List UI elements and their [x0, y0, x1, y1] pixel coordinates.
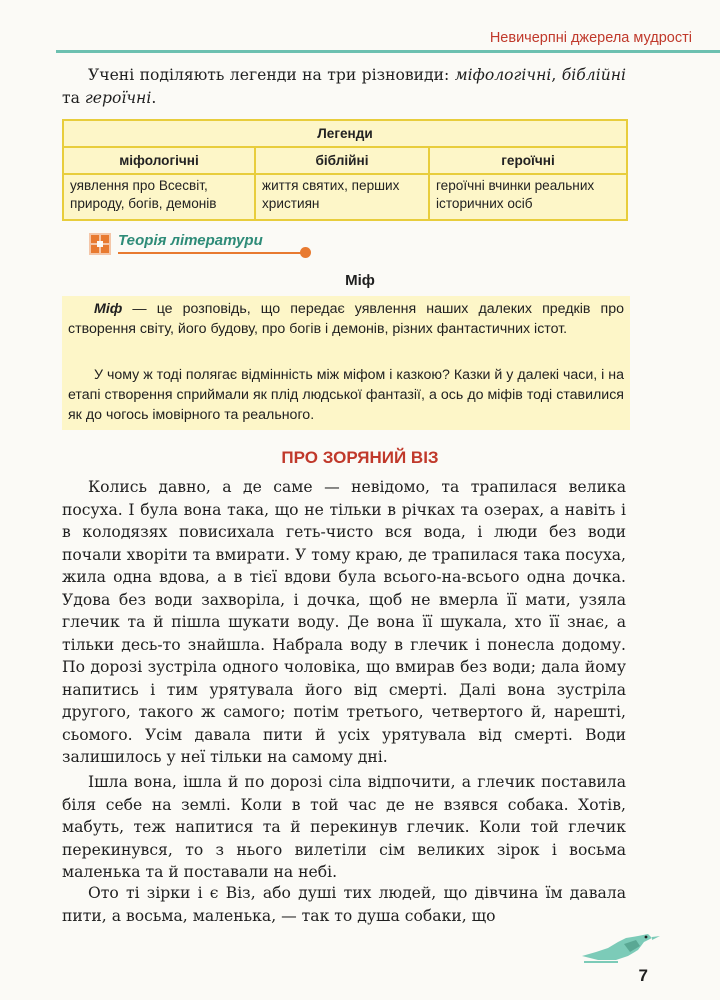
legend-cell-mythological: уявлення про Всесвіт, природу, богів, демонів [63, 174, 255, 220]
intro-paragraph [62, 64, 626, 109]
story-paragraph-1: Колись давно, а де саме — невідомо, та трапилася велика посуха. І була вона така, що не тільки в річках та озерах, а навіть і в колодязях повисихала геть-чисто вся вода, і люди без води почали хворіти та вмирати. У тому краю, де трапилася така посуха, жила одна вдова, а в тієї вдови була всього-на-всього одна дочка. Удова без води захворіла, і дочка, щоб не вмерла її мати, узяла глечик та й пішла шукати воду. Де вона її шукала, хто її знає, а тільки десь-то знайшла. Набрала воду в глечик і понесла додому. По дорозі зустріла одного чоловіка, що вмирав без води; дала йому напитись і тим урятувала його від смерті. Далі вона зустріла другого, такого ж самого; потім третього, четвертого й, нарешті, сьомого. Усім давала пити й усіх урятувала від смерті. Води залишилось у неї тільки на самому дні. [62, 478, 626, 766]
definition-paragraph [68, 300, 624, 340]
theory-label: Теорія літератури [118, 232, 263, 249]
legend-table-title: Легенди [63, 120, 627, 147]
intro-em-2: біблійні [561, 66, 626, 84]
definition-term: Міф [94, 301, 123, 317]
ornament-icon [88, 232, 112, 256]
story-paragraph-2: Ішла вона, ішла й по дорозі сіла відпочити, а глечик поставила біля себе на землі. Коли в той час де не взявся собака. Хотів, мабуть, теж напитися та й перекинув глечик. Коли той глечик перекинувся, то з нього вилетіли сім великих зірок і восьма маленька та й поставали на небі. [62, 773, 626, 881]
definition-text: — це розповідь, що передає уявлення наших далеких предків про створення світу, його будову, про богів і демонів, різних фантастичних істот. [68, 301, 624, 337]
intro-sep-1: , [551, 66, 562, 84]
story-paragraph-3: Ото ті зірки і є Віз, або душі тих людей, що дівчина їм давала пити, а восьма, маленька, — так то душа собаки, що [62, 884, 626, 925]
theory-heading [88, 230, 308, 260]
running-header: Невичерпні джерела мудрості [489, 30, 692, 46]
legend-col-heroic: героїчні [429, 147, 627, 174]
page-number: 7 [638, 966, 648, 985]
legend-col-mythological: міфологічні [63, 147, 255, 174]
intro-em-3: героїчні [84, 88, 152, 107]
intro-em-1: міфологічні [454, 66, 552, 84]
legend-cell-biblical: життя святих, перших християн [255, 174, 429, 220]
legend-cell-heroic: героїчні вчинки реальних історичних осіб [429, 174, 627, 220]
legend-col-biblical: біблійні [255, 147, 429, 174]
legend-table [62, 119, 628, 221]
theory-underline [118, 252, 308, 254]
story-title: ПРО ЗОРЯНИЙ ВІЗ [281, 448, 439, 467]
definition-paragraph-2: У чому ж тоді полягає відмінність між міфом і казкою? Казки й у далекі часи, і на етапі створення сприймали як плід людської фантазії, а ось до міфів тоді ставилися як до чогось імовірного та реального. [68, 367, 624, 423]
bird-ornament-icon [578, 928, 668, 964]
theory-dot [300, 247, 311, 258]
intro-sep-2: та [62, 88, 85, 107]
legend-row [63, 174, 627, 220]
intro-text: Учені поділяють легенди на три різновиди: [88, 66, 455, 84]
section-subheading: Міф [345, 272, 375, 289]
intro-end: . [151, 88, 157, 107]
header-rule [56, 50, 720, 53]
